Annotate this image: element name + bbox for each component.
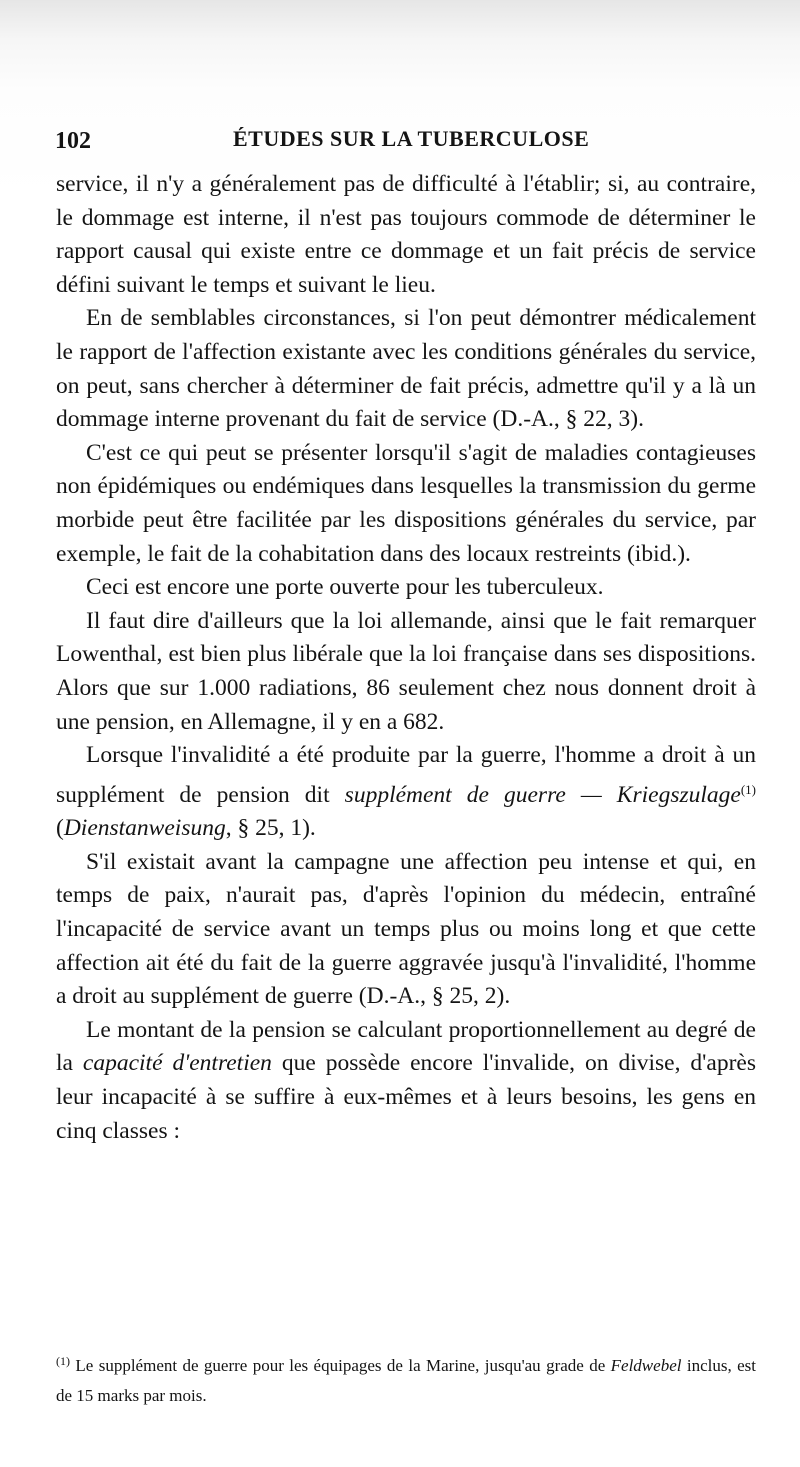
paragraph-6-term: supplément de guerre — Kriegszulage bbox=[344, 781, 741, 808]
footnote-mark: (1) bbox=[56, 1354, 70, 1368]
footnote-reference: (1) bbox=[740, 781, 756, 797]
paragraph-6-text: Lorsque l'invalidité a été produite par la guerre, l'homme a droit à un supplément de pension dit bbox=[56, 742, 756, 808]
paragraph-2: En de semblables circonstances, si l'on peut démontrer médicalement le rapport de l'affection existante avec les conditions générales du service, on peut, sans chercher à déterminer de fait précis, admettre qu'il y a là un dommage interne provenant du fait de service (D.-A., § 22, 3). bbox=[56, 305, 756, 433]
footnote-text: Le supplément de guerre pour les équipages de la Marine, jusqu'au grade de bbox=[70, 1356, 611, 1375]
paragraph-7: S'il existait avant la campagne une affection peu intense et qui, en temps de paix, n'aurait pas, d'après l'opinion du médecin, entraîné l'incapacité de service avant un temps plus ou moins long et que cette affection ait été du fait de la guerre aggravée jusqu'à l'invalidité, l'homme a droit au supplément de guerre (D.-A., § 25, 2). bbox=[56, 848, 756, 1010]
running-title: ÉTUDES SUR LA TUBERCULOSE bbox=[233, 126, 590, 151]
paragraph-6-source: Dienstanweisung bbox=[63, 815, 226, 842]
footnote-term: Feldwebel bbox=[610, 1356, 682, 1375]
paragraph-4: Ceci est encore une porte ouverte pour les tuberculeux. bbox=[86, 574, 604, 601]
paragraph-6-text-3: , § 25, 1). bbox=[225, 815, 316, 842]
paragraph-6-text-2: ( bbox=[56, 815, 64, 842]
footnote bbox=[56, 1346, 756, 1411]
paragraph-8-text-2: que possède encore l'invalide, on divise, d'après leur incapacité à se suffire à eux-mêmes et à leurs besoins, les gens en cinq classes : bbox=[56, 1050, 756, 1144]
page-header bbox=[55, 126, 755, 160]
paragraph-5: Il faut dire d'ailleurs que la loi allemande, ainsi que le fait remarquer Lowenthal, est bien plus libérale que la loi française dans ses dispositions. Alors que sur 1.000 radiations, 86 seulement chez nous donnent droit à une pension, en Allemagne, il y en a 682. bbox=[56, 607, 756, 735]
paragraph-3: C'est ce qui peut se présenter lorsqu'il s'agit de maladies contagieuses non épidémiques ou endémiques dans lesquelles la transmission du germe morbide peut être facilitée par les dispositions générales du service, par exemple, le fait de la cohabitation dans des locaux restreints (ibid.). bbox=[56, 439, 756, 567]
paragraph-8-term: capacité d'entretien bbox=[82, 1050, 272, 1077]
body-text bbox=[56, 168, 756, 1148]
paragraph-8 bbox=[56, 1014, 756, 1148]
paragraph-8-text: Le montant de la pension se calculant proportionnellement au degré de la bbox=[56, 1016, 756, 1077]
footnote-text-2: inclus, est de 15 marks par mois. bbox=[56, 1356, 756, 1405]
paragraph-6 bbox=[56, 739, 756, 846]
page-number: 102 bbox=[55, 128, 91, 154]
paragraph-1: service, il n'y a généralement pas de difficulté à l'établir; si, au contraire, le dommage est interne, il n'est pas toujours commode de déterminer le rapport causal qui existe entre ce dommage et un fait précis de service défini suivant le temps et suivant le lieu. bbox=[56, 171, 756, 298]
